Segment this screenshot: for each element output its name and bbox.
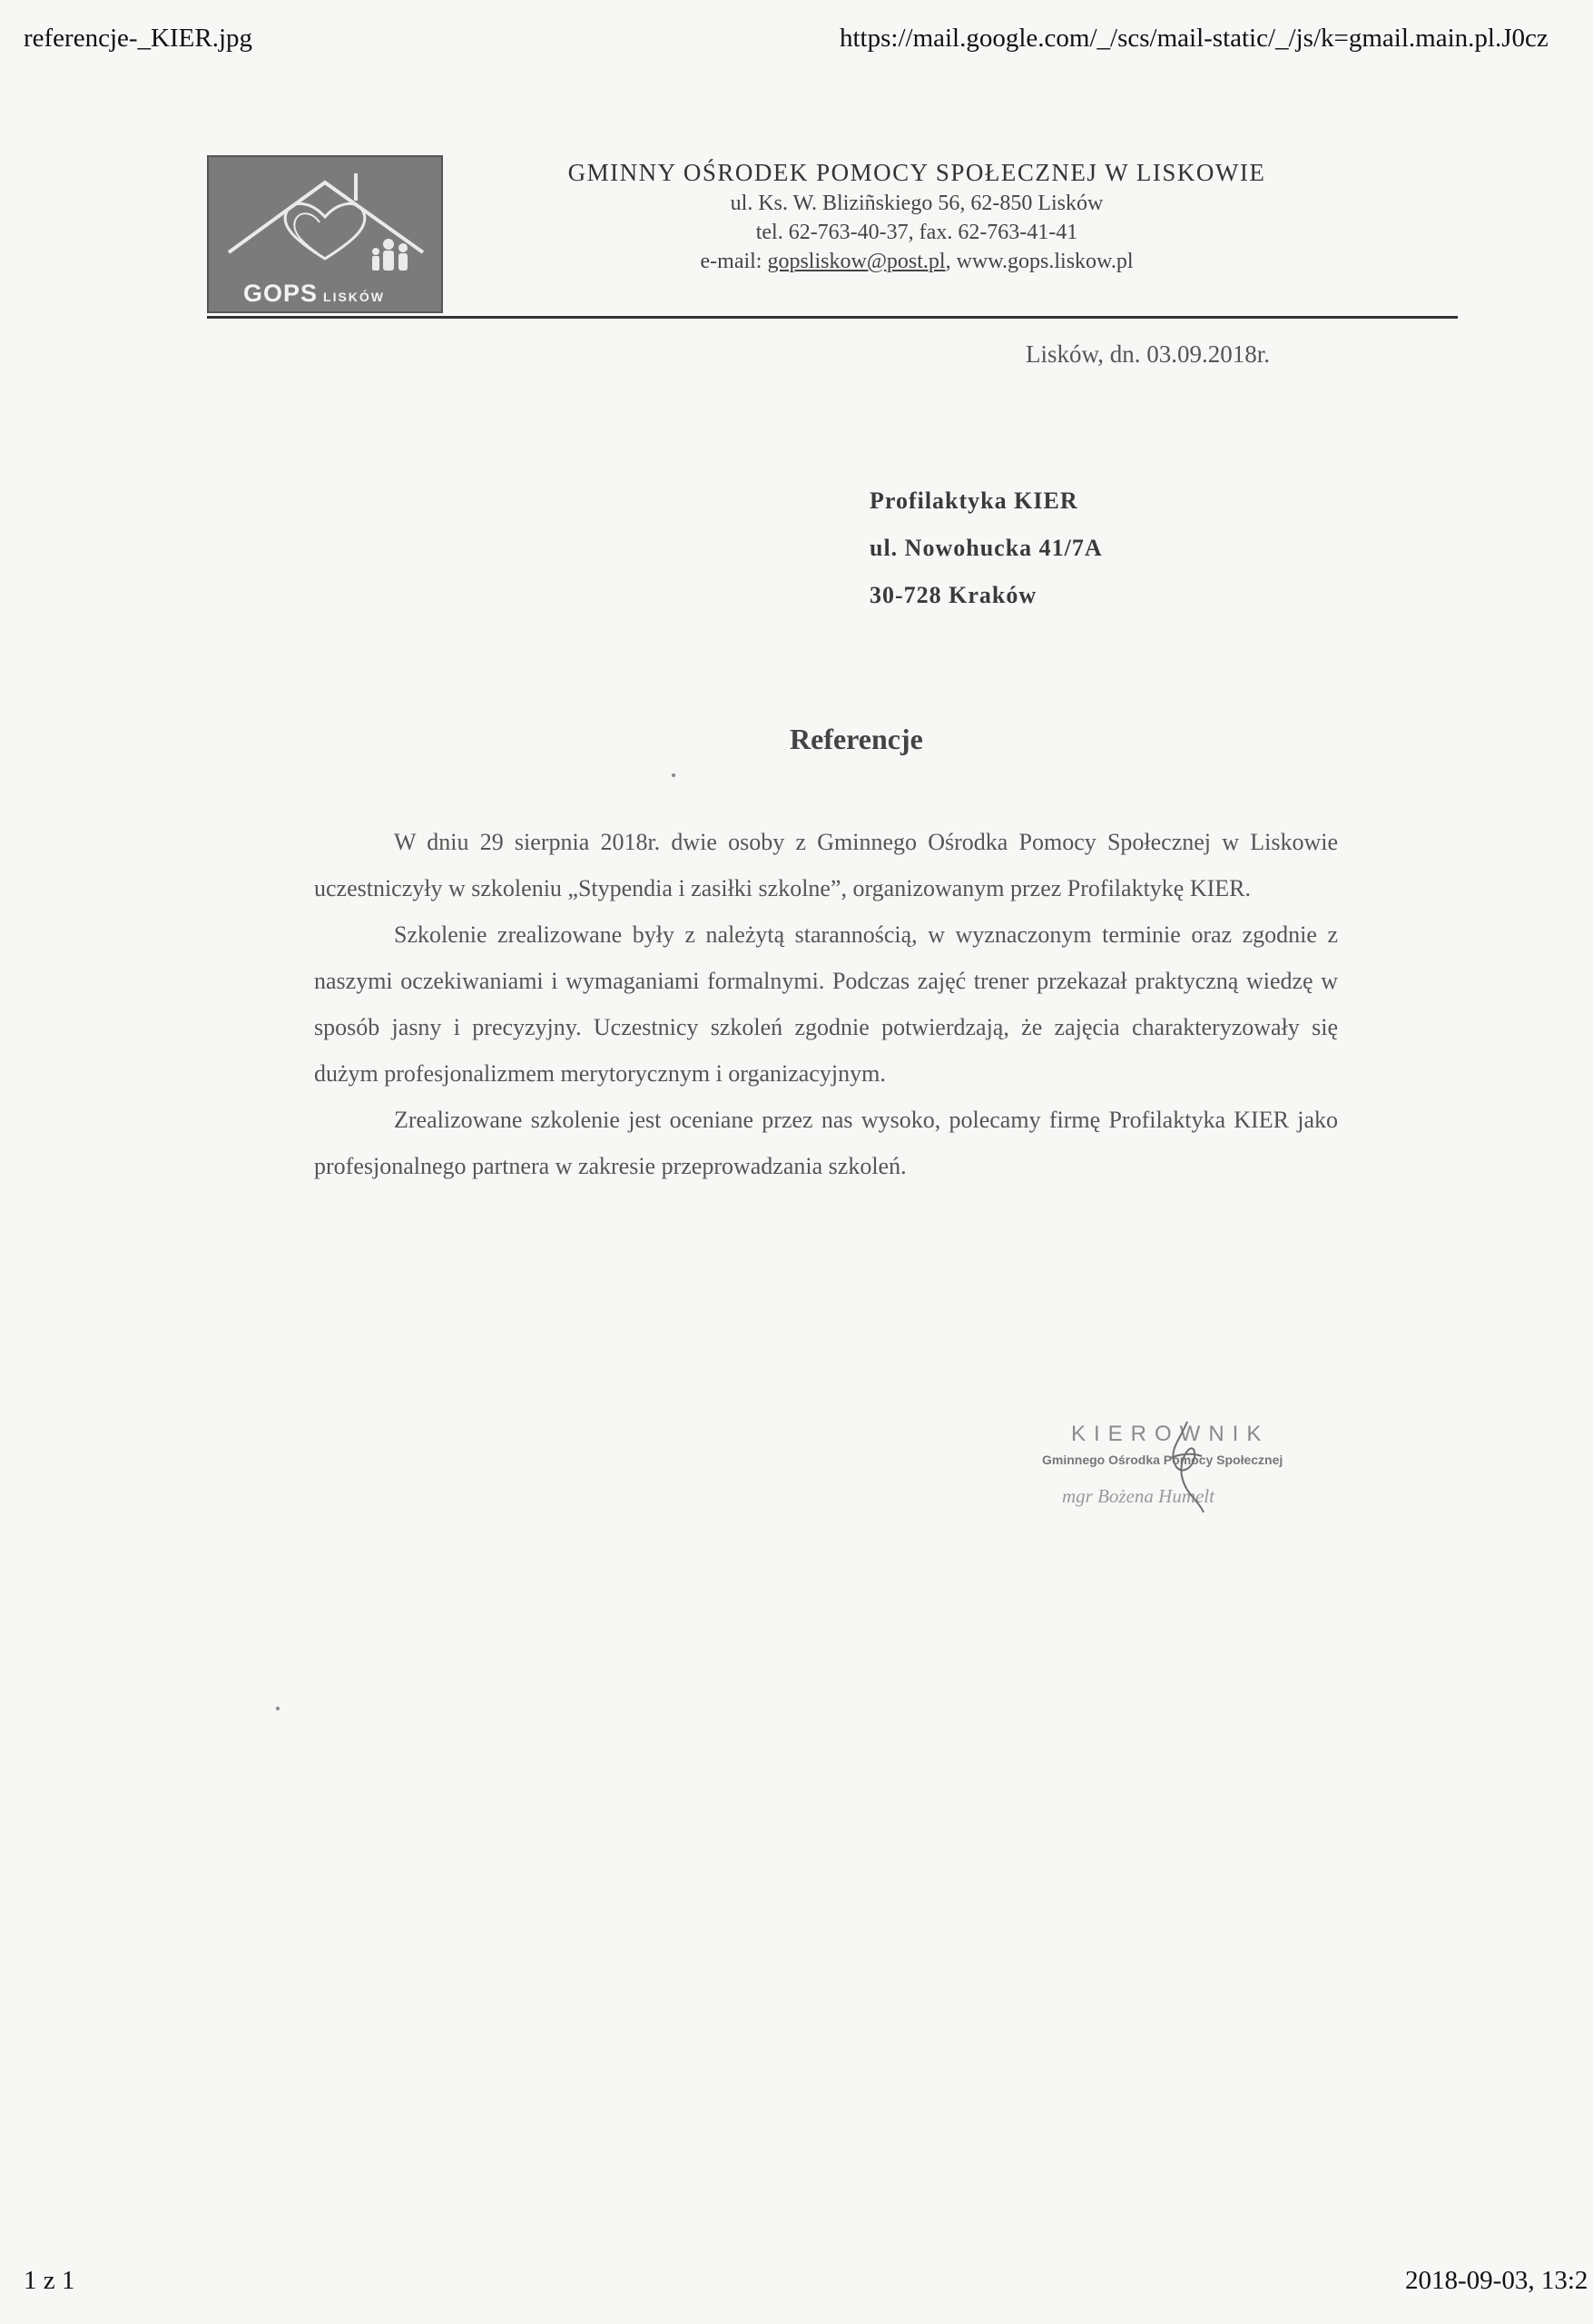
org-website: , www.gops.liskow.pl — [945, 250, 1134, 273]
scan-speck — [276, 1707, 280, 1710]
stamp-title: KIEROWNIK — [1071, 1422, 1270, 1446]
signature-stamp — [1042, 1413, 1305, 1521]
logo-text: GOPS LISKÓW — [243, 280, 386, 307]
recipient-street: ul. Nowohucka 41/7A — [870, 535, 1103, 561]
recipient-city: 30-728 Kraków — [870, 582, 1037, 608]
body-paragraph-3: Zrealizowane szkolenie jest oceniane przez nas wysoko, polecamy firmę Profilaktyka KIER jako profesjonalnego partnera w zakresie przeprowadzania szkoleń. — [314, 1107, 1338, 1179]
recipient-name: Profilaktyka KIER — [870, 487, 1078, 514]
letterhead — [508, 159, 1325, 276]
org-phone-fax: tel. 62-763-40-37, fax. 62-763-41-41 — [755, 221, 1078, 244]
header-divider — [207, 316, 1458, 319]
body-paragraph-1: W dniu 29 sierpnia 2018r. dwie osoby z Gminnego Ośrodka Pomocy Społecznej w Liskowie uczestniczyły w szkoleniu „Stypendia i zasiłki szkolne”, organizowanym przez Profilaktykę KIER. — [314, 829, 1338, 901]
print-timestamp: 2018-09-03, 13:2 — [1405, 2266, 1588, 2295]
stamp-name: mgr Bożena Humelt — [1062, 1485, 1214, 1507]
org-contact: e-mail: gopsliskow@post.pl, www.gops.liskow.pl — [700, 250, 1134, 273]
page-count: 1 z 1 — [24, 2266, 75, 2295]
org-address: ul. Ks. W. Bliziñskiego 56, 62-850 Lisków — [730, 192, 1104, 215]
scan-speck — [672, 773, 675, 777]
body-paragraph-2: Szkolenie zrealizowane były z należytą starannością, w wyznaczonym terminie oraz zgodnie z naszymi oczekiwaniami i wymaganiami formalnymi. Podczas zajęć trener przekazał praktyczną wiedzę w sposób jasny i precyzyjny. Uczestnicy szkoleń zgodnie potwierdzają, że zajęcia charakteryzowały się dużym profesjonalizmem merytorycznym i organizacyjnym. — [314, 921, 1338, 1087]
print-url: https://mail.google.com/_/scs/mail-static/_/js/k=gmail.main.pl.J0cz — [840, 24, 1549, 53]
print-filename: referencje-_KIER.jpg — [24, 24, 253, 53]
signature-icon — [1151, 1413, 1224, 1521]
date-line: Lisków, dn. 03.09.2018r. — [1026, 340, 1270, 368]
recipient-address — [870, 478, 1103, 619]
gops-logo — [207, 155, 443, 313]
letter-body — [314, 819, 1338, 1189]
org-name: GMINNY OŚRODEK POMOCY SPOŁECZNEJ W LISKOWIE — [567, 159, 1266, 186]
stamp-subtitle: Gminnego Ośrodka Pomocy Społecznej — [1042, 1452, 1283, 1467]
org-email: gopsliskow@post.pl — [767, 250, 946, 273]
letter-subject: Referencje — [790, 723, 923, 755]
